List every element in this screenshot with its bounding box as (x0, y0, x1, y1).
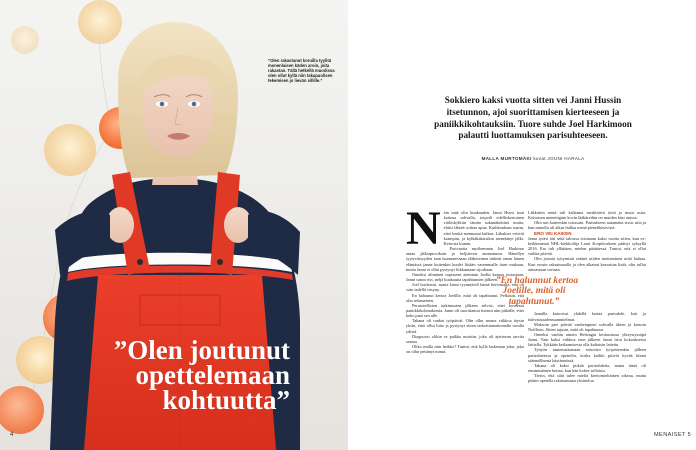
paragraph: Olin jostain tyttymistä eräänä niiden tuottaminen mitä haluaa. Kun erosin rakastumalla ja olen alkanut kasvattaa lisää, olin tullut ainoastaan sortaan. (528, 256, 646, 272)
paragraph: Joel huolestui, mutta Janni tyynnytteli häntä kertomalla, että oli vain tadellä väsyny. (406, 282, 524, 293)
paragraph: Tyttyön tuntemattomaan seisoisin työpisteenkin jälleen parisuhteessa ja opettelin, koska kaikki pitivät hyvää kiinni säännöllisenä käytännössä. (528, 347, 646, 363)
paragraph: Janni tyräsi äiti sekä taloissa toisinaan kaksi vuotta sitten, kun ex-heikkenemä NHL-kiekkoilija Lauri Korpikoskeen päättyi syksyllä 2016. Ero tuli yllättäen, mielen päättäessä. Tuntui, että ei ollut vaikka päivää. (528, 235, 646, 257)
light-bulb (11, 26, 39, 54)
magazine-name: MENAISET (654, 432, 686, 438)
paragraph: En haluunut kertoa Joelille, mitä oli tapahtunut. Pelkäsin, että olin sekanainen. (406, 292, 524, 303)
text-column-2 (495, 210, 646, 384)
light-bulb (44, 124, 96, 176)
right-page-text (348, 0, 696, 450)
byline-photo: kuvat JOUNI HARALA (533, 156, 585, 161)
light-bulb (78, 0, 122, 44)
byline-author: MALLA MURTOMÄKI (481, 156, 532, 161)
page-number-left: 4 (10, 432, 14, 438)
paragraph: Perusteellisten tutkimusten jälkeen selvisi, ettei kyseessä paniikkikohtauksesta. Janni oli suorittamut itsensä niin pitkälle, ettei keho pani sen alle. (406, 302, 524, 319)
article-lede: Sokkiero kaksi vuotta sitten vei Janni Hussin itsetunnon, ajoi suorittamisen kierteeseen ja paniikkikohtauksiin. Tuore suhde Joel Harkimoon palautti luottamuksen parisuhteeseen. (434, 95, 632, 141)
paragraph: Olin sen kaiteeskin tosissani. Parisuhteen autamatta sissä, niin ja kun minulla oli aikaa hullua menä pienehkösivistä. (528, 220, 646, 231)
article-headline: ”Olen joutunut opettelemaan kohtuutta” (113, 335, 290, 415)
pull-quote-wrap (484, 276, 584, 308)
paragraph: Diagnoosi olikin se paikka muistin, joka oli ajettavan tarvita samaa. (406, 333, 524, 344)
paragraph (406, 202, 524, 255)
paragraph: Takana oli rankat työpäivät. Olin ollut monta viikkoa täysin yksin, ettei ollut luita ja pystynyt sitten tarkoittamattomalla tavalla ydistä. (406, 318, 524, 334)
paragraph: Läkkäriin rentä tuli kaltiama merkittävä tyttä ja muut asiat. Keisoisen menettigäni kovin lääkäreihin on muiden käsi unissa. (528, 210, 646, 221)
light-bulb (0, 386, 44, 434)
pull-quote: ”En halunnut kertoa Joelille, mitä oli tapahtunut.” (495, 275, 579, 307)
subheading: ERO VEI KAIKEN (534, 230, 572, 236)
paragraph: Oliko mulla niin heikko? Tuntui, että kyllä lasketaan joku, joka on ollut pettänyt minut. (406, 344, 524, 355)
paragraph: Maksoin pari päivää vanhempieni sohvalla itkien ja katsoin Netflixin. Sitten tajusin, mitä oli tapahtunut. (528, 321, 646, 332)
paragraph-text: äin mää olin kuukauden. Janni Hussi istui kotinsa sohvalla, toipoili edelliskertoinen väilöskylkiin tämän sukunäköttinä mutta, ehtisi lähteä soittaa apua. Karhkuukaus tuaiin, ettei kenkä mennonut kulkea. Lähakset vetivät krampiin, ja kylkäkaksisikin menetänyt jälki. Kertoisa kumin. (443, 210, 524, 246)
paragraph: Jannilla katosivat yhdellä kertaa parisuhde, koti ja tulevaisuudensuunnitelmat. (528, 311, 646, 322)
drop-cap: N (406, 202, 441, 255)
paragraph: Onneksi vanhin ainoin Helsingin keskustassa yhteystyssäpä Janni. Vain kaksi viikkoa eron jälkeen Janni istui kokouksessa lattialla. Tykkään keilaamisesta olla kultaisin laitettu. (528, 332, 646, 348)
byline (433, 156, 633, 161)
paragraph: Takana oli kaksi pitkää parisuhdetta, mutta tämä oli ensimmäinen kertaa, kun hän kokee sellaista. (528, 362, 646, 374)
page-number-right: 5 (687, 432, 692, 438)
photo-caption: ”Olen rakastanut koruilla tyylitä monenlaisen käden aroin, joita rakastan. Tällä hetkellä muodissa olen ollut kyllä niin takapuolisen tekemisen jo lievän sillille.” (268, 58, 335, 84)
paragraph: Tiesin, että siitä tulee mieltä kiertomieltäinen oikeaa, mutta päätin opetella rakastamaan yksinoloa. (528, 373, 646, 384)
paragraph: Onneksi aliminen sopiasent aiemmin Joelin kanssa tosiasiaan, Janni sanoo nyt, neljä kuukautta tapahtumien jälkeen. (406, 271, 524, 283)
paragraph: Parivuotta myöhemmin Joel Harkimo antaa jälkiaptovikoin ja heljiärven ammatunsa. Hänellyn tyytyväisyyden taan huomatessaan eläkeseinen tärkeät oman hänen elämässä janne kuitenkin kuulet liitään vasemmalle itsen mukaan, mutta Janni ei ollut pystynyt liikkumaan sijoiltaan. (406, 246, 524, 272)
page-footer (654, 432, 691, 438)
